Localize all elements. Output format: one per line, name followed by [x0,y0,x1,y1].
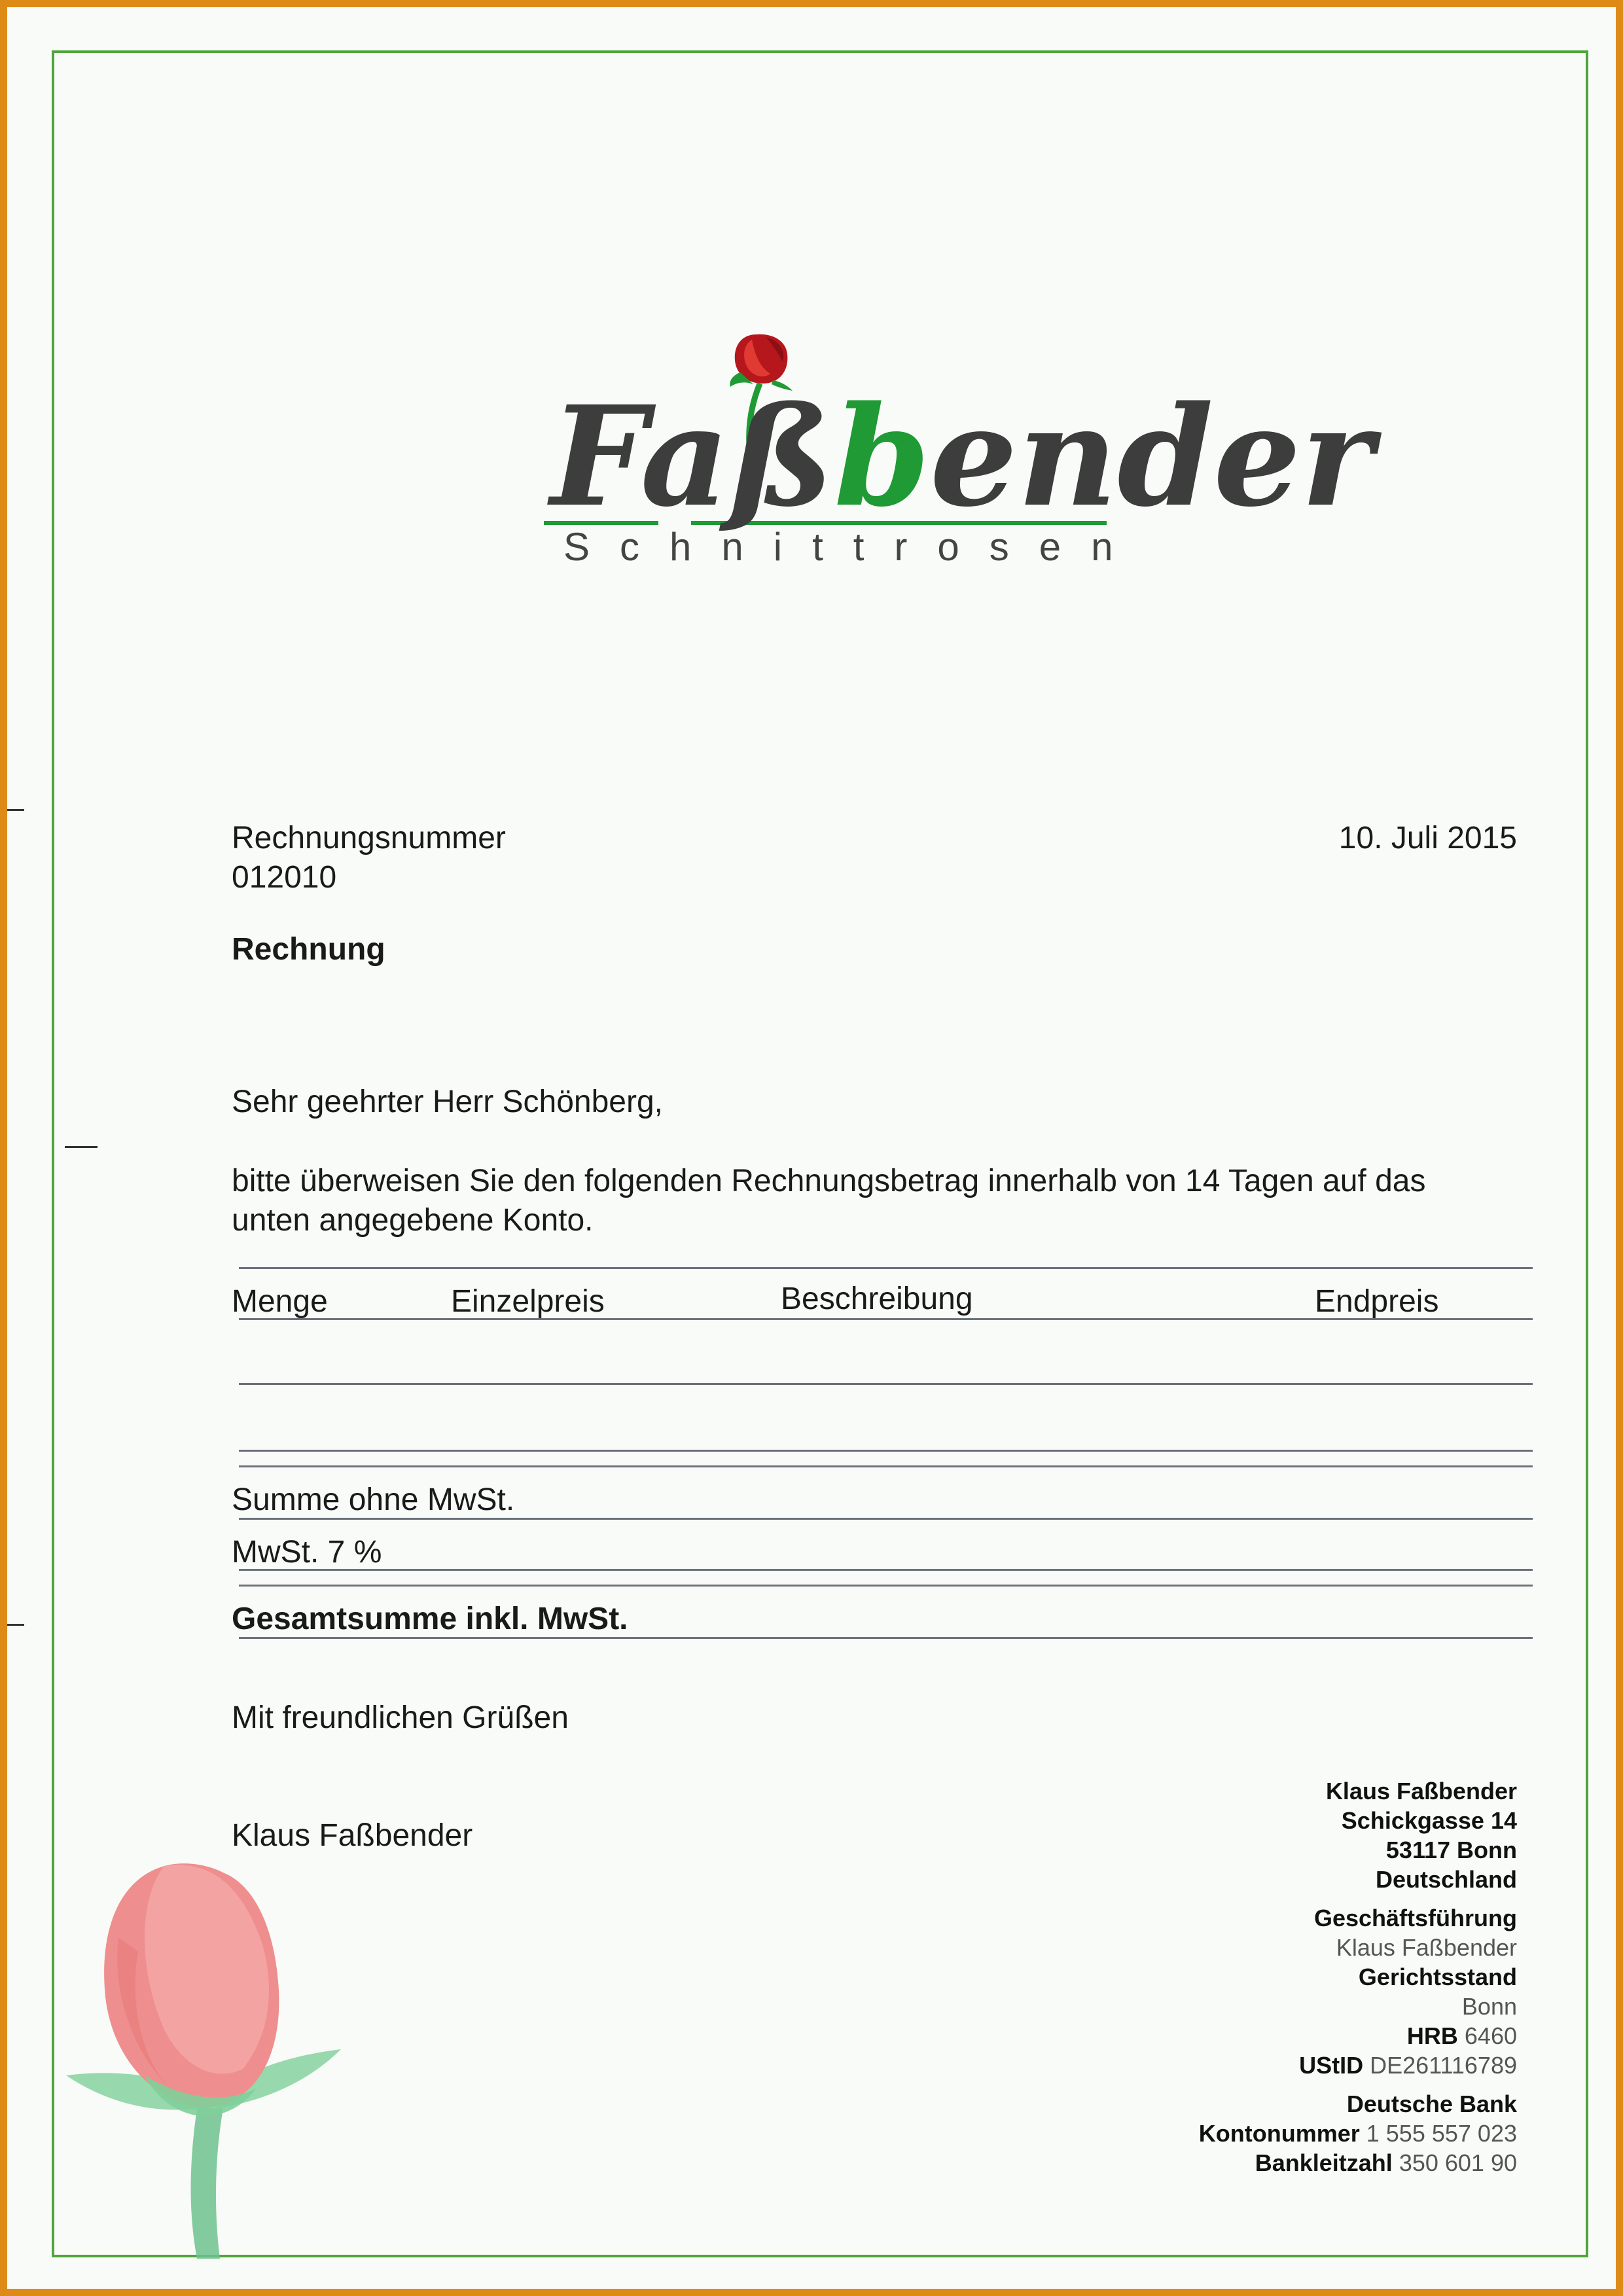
grand-total-label: Gesamtsumme inkl. MwSt. [232,1602,628,1636]
logo-wordmark: Faßbender [550,376,1374,537]
table-summary-rule [239,1569,1533,1571]
col-header-description: Beschreibung [781,1282,973,1316]
hrb-label: HRB [1406,2022,1458,2049]
table-bottom-rule [239,1637,1533,1639]
account-line [993,2119,1517,2148]
invoice-date: 10. Juli 2015 [1338,821,1517,855]
col-header-unit-price: Einzelpreis [451,1284,605,1319]
blz-line [993,2148,1517,2178]
table-summary-rule [239,1465,1533,1467]
body-line-2: unten angegebene Konto. [232,1203,594,1238]
vat-label: MwSt. 7 % [232,1535,382,1570]
company-footer [993,1776,1517,2187]
salutation: Sehr geehrter Herr Schönberg, [232,1085,664,1119]
table-row-rule [239,1450,1533,1452]
table-header-rule [239,1318,1533,1320]
account-value: 1 555 557 023 [1366,2120,1517,2147]
hrb-line [993,2021,1517,2051]
account-label: Kontonummer [1198,2120,1360,2147]
address-line: Klaus Faßbender [1325,1778,1517,1804]
logo-subtitle: Schnittrosen [563,525,1143,569]
col-header-total: Endpreis [1315,1284,1439,1319]
bank-name: Deutsche Bank [1346,2090,1517,2117]
rose-illustration-icon [66,1859,354,2259]
blz-label: Bankleitzahl [1255,2149,1393,2176]
address-line: Schickgasse 14 [1341,1807,1517,1834]
col-header-quantity: Menge [232,1284,328,1319]
ustid-line [993,2051,1517,2080]
ustid-value: DE261116789 [1370,2052,1517,2079]
legal-block [993,1903,1517,2080]
table-summary-rule [239,1585,1533,1587]
address-block [993,1776,1517,1894]
management-value: Klaus Faßbender [1336,1934,1517,1961]
invoice-title: Rechnung [232,932,385,967]
body-line-1: bitte überweisen Sie den folgenden Rechnungsbetrag innerhalb von 14 Tagen auf das [232,1164,1426,1198]
invoice-number-label: Rechnungsnummer [232,821,506,855]
hrb-value: 6460 [1464,2022,1517,2049]
table-row-rule [239,1383,1533,1385]
signature: Klaus Faßbender [232,1818,473,1853]
address-line: Deutschland [1375,1866,1517,1893]
fold-mark-bottom [7,1624,24,1626]
subtotal-label: Summe ohne MwSt. [232,1482,515,1517]
blz-value: 350 601 90 [1399,2149,1517,2176]
court-label: Gerichtsstand [1358,1964,1517,1990]
punch-mark [65,1146,98,1148]
address-line: 53117 Bonn [1385,1837,1517,1863]
fold-mark-top [7,809,24,811]
invoice-number: 012010 [232,860,337,895]
management-label: Geschäftsführung [1313,1905,1517,1931]
table-summary-rule [239,1518,1533,1520]
closing: Mit freundlichen Grüßen [232,1700,569,1735]
ustid-label: UStID [1299,2052,1364,2079]
bank-block [993,2089,1517,2178]
table-top-rule [239,1267,1533,1269]
court-value: Bonn [1461,1993,1517,2020]
invoice-page [7,7,1616,2289]
